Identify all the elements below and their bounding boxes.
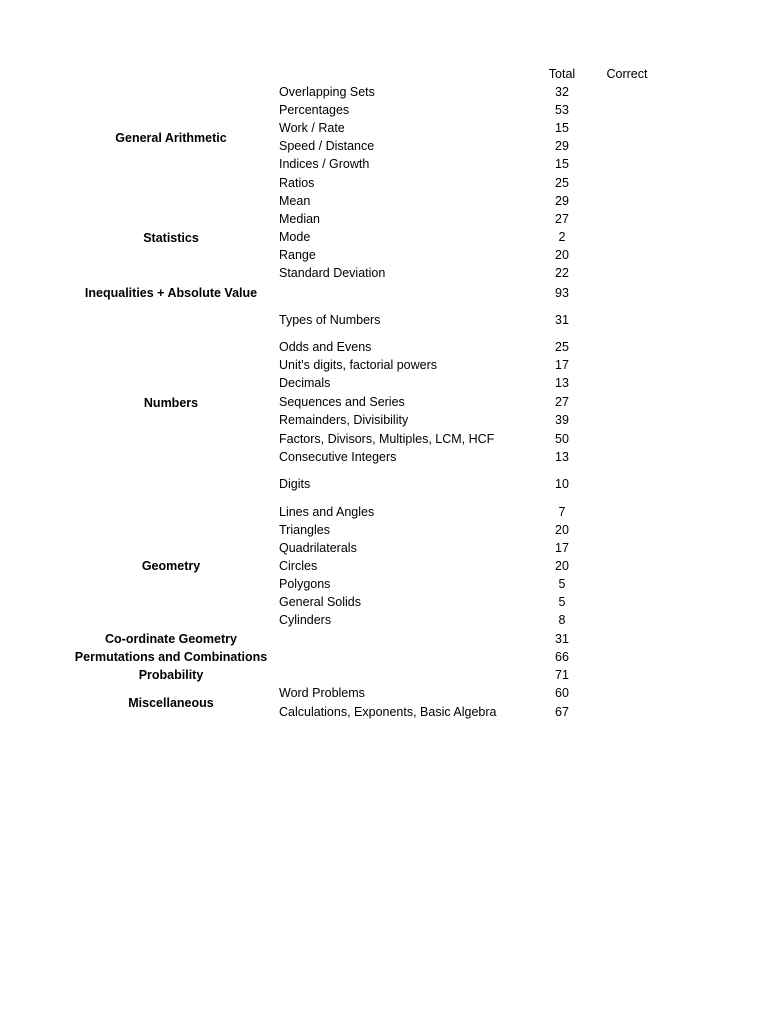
total-value: 39 [555,413,569,427]
total-value: 13 [555,450,569,464]
table-row [0,576,768,594]
table-row [0,476,768,494]
total-value: 17 [555,358,569,372]
subtopic-label: Word Problems [279,686,365,700]
category-label: General Arithmetic [115,131,227,145]
table-row [0,138,768,156]
total-value: 20 [555,248,569,262]
subtopic-label: Circles [279,559,318,573]
subtopic-label: Cylinders [279,613,332,627]
table-row [0,649,768,667]
table-row [0,449,768,467]
total-value: 2 [558,230,566,244]
subtopic-label: Mode [279,230,311,244]
subtopic-label: Unit's digits, factorial powers [279,358,438,372]
subtopic-label: Median [279,212,320,226]
subtopic-label: Ratios [279,176,315,190]
total-value: 53 [555,103,569,117]
category-label: Geometry [141,559,201,573]
table-row [0,265,768,283]
table-row [0,285,768,303]
table-row [0,522,768,540]
table-row [0,120,768,138]
total-value: 8 [558,613,566,627]
subtopic-label: Digits [279,477,311,491]
subtopic-label: Standard Deviation [279,266,386,280]
category-label: Statistics [143,231,199,245]
table-row [0,357,768,375]
total-value: 31 [555,313,569,327]
category-label: Numbers [143,396,199,410]
total-value: 17 [555,541,569,555]
table-row [0,540,768,558]
subtopic-label: Speed / Distance [279,139,375,153]
total-value: 71 [555,668,569,682]
table-row [0,504,768,522]
table-row [0,175,768,193]
subtopic-label: Indices / Growth [279,157,370,171]
subtopic-label: Polygons [279,577,331,591]
table-row [0,211,768,229]
total-value: 10 [555,477,569,491]
table-row [0,431,768,449]
subtopic-label: Remainders, Divisibility [279,413,409,427]
total-value: 25 [555,176,569,190]
total-value: 32 [555,85,569,99]
table-row [0,558,768,576]
table-row [0,229,768,247]
subtopic-label: Range [279,248,316,262]
total-value: 60 [555,686,569,700]
category-label: Inequalities + Absolute Value [84,286,258,300]
subtopic-label: Lines and Angles [279,505,375,519]
subtopic-label: Factors, Divisors, Multiples, LCM, HCF [279,432,495,446]
total-value: 5 [558,595,566,609]
table-row [0,412,768,430]
total-value: 29 [555,139,569,153]
header-total: Total [548,67,576,81]
table-row [0,704,768,722]
table-row [0,375,768,393]
subtopic-label: Work / Rate [279,121,345,135]
total-value: 22 [555,266,569,280]
table-row [0,631,768,649]
table-row [0,247,768,265]
subtopic-label: Calculations, Exponents, Basic Algebra [279,705,497,719]
total-value: 15 [555,157,569,171]
total-value: 67 [555,705,569,719]
total-value: 66 [555,650,569,664]
table-row [0,156,768,174]
subtopic-label: Decimals [279,376,331,390]
total-value: 50 [555,432,569,446]
table-row [0,612,768,630]
total-value: 20 [555,523,569,537]
subtopic-label: Percentages [279,103,350,117]
total-value: 29 [555,194,569,208]
total-value: 27 [555,212,569,226]
subtopic-label: Triangles [279,523,330,537]
table-row [0,193,768,211]
table-row [0,102,768,120]
total-value: 93 [555,286,569,300]
table-row [0,685,768,703]
total-value: 31 [555,632,569,646]
table-row [0,84,768,102]
subtopic-label: Odds and Evens [279,340,372,354]
table-row [0,339,768,357]
subtopic-label: Sequences and Series [279,395,405,409]
subtopic-label: Overlapping Sets [279,85,375,99]
total-value: 15 [555,121,569,135]
table-row [0,667,768,685]
category-label: Co-ordinate Geometry [105,632,237,646]
category-label: Miscellaneous [128,696,214,710]
subtopic-label: Types of Numbers [279,313,381,327]
subtopic-label: General Solids [279,595,361,609]
category-label: Probability [138,668,204,682]
subtopic-label: Mean [279,194,311,208]
table-row [0,394,768,412]
total-value: 27 [555,395,569,409]
table-row [0,312,768,330]
subtopic-label: Consecutive Integers [279,450,397,464]
total-value: 25 [555,340,569,354]
total-value: 20 [555,559,569,573]
subtopic-label: Quadrilaterals [279,541,357,555]
total-value: 7 [558,505,566,519]
total-value: 13 [555,376,569,390]
header-correct: Correct [606,67,648,81]
category-label: Permutations and Combinations [74,650,268,664]
table-row [0,594,768,612]
total-value: 5 [558,577,566,591]
